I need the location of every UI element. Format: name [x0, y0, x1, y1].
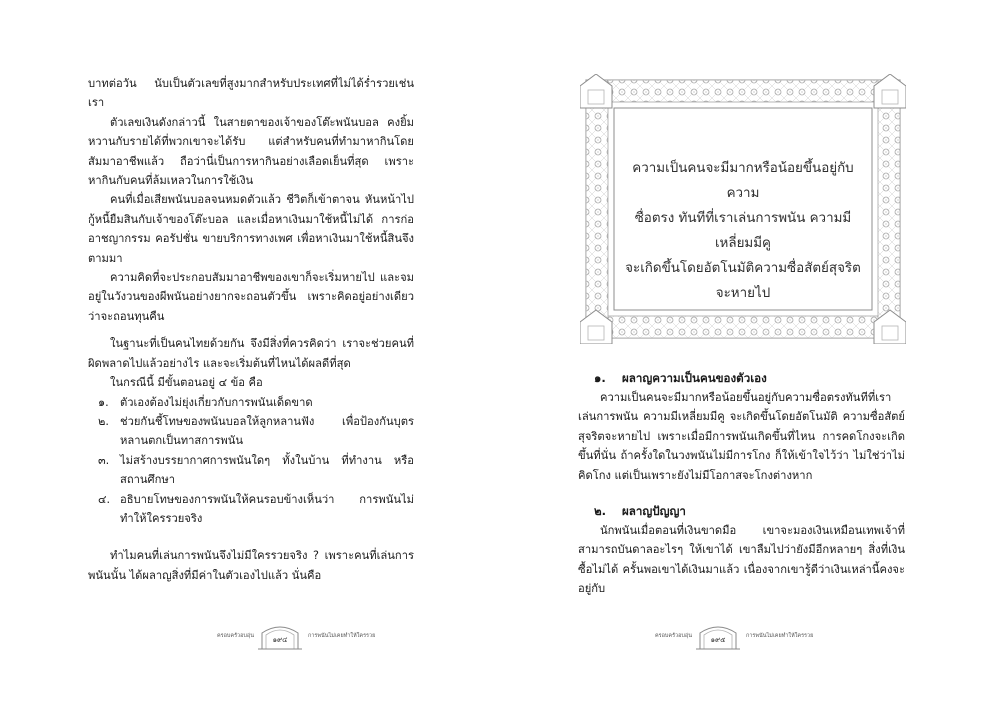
pull-quote-line: ซื่อตรง ทันทีที่เราเล่นการพนัน ความมีเหลี่ยมมีคู — [634, 211, 852, 251]
list-item — [88, 451, 414, 490]
list-item-text: ตัวเองต้องไม่ยุ่งเกี่ยวกับการพนันเด็ดขาด — [120, 395, 313, 409]
page-number-badge — [258, 621, 302, 651]
paragraph-1: ตัวเลขเงินดังกล่าวนี้ ในสายตาของเจ้าของโต๊ะพนันบอล คงยิ้มหวานกับรายได้ที่พวกเขาจะได้รับ แต่สำหรับคนที่ทำมาหากินโดยสัมมาอาชีพแล้ว ถือว่านี่เป็นการหากินอย่างเลือดเย็นที่สุด เพราะหากินกับคนที่ล้มเหลวในการใช้เงิน — [88, 115, 414, 188]
page-number: ๑๙๕ — [710, 636, 726, 644]
left-text-column — [88, 74, 414, 585]
paragraph-2: คนที่เมื่อเสียพนันบอลจนหมดตัวแล้ว ชีวิตก็เข้าตาจน หันหน้าไปกู้หนี้ยืมสินกับเจ้าของโต๊ะบอล และเมื่อหาเงินมาใช้หนี้ไม่ได้ การก่ออาชญากรรม คอรัปชั่น ขายบริการทางเพศ เพื่อหาเงินมาใช้หนี้สินจึงตามมา — [88, 193, 414, 265]
pull-quote-line: ความเป็นคนจะมีมากหรือน้อยขึ้นอยู่กับความ — [632, 161, 854, 201]
section-2-paragraph: นักพนันเมื่อตอนที่เงินขาดมือ เขาจะมองเงินเหมือนเทพเจ้าที่สามารถบันดาลอะไรๆ ให้เขาได้ เขาลืมไปว่ายังมีอีกหลายๆ สิ่งที่เงินซื้อไม่ได้ ครั้นพอเขาได้เงินมาแล้ว เนื่องจากเขารู้ดีว่าเงินเหล่านี้คงจะอยู่กับ — [578, 524, 905, 596]
section-heading-2 — [578, 501, 905, 521]
list-item-text: ไม่สร้างบรรยากาศการพนันใดๆ ทั้งในบ้าน ที่ทำงาน หรือสถานศึกษา — [120, 453, 414, 487]
section-heading-1 — [578, 368, 905, 388]
footer-chapter-title: การพนันไม่เคยทำให้ใครรวย — [308, 633, 376, 639]
list-item-number: ๔. — [98, 492, 111, 506]
list-item-number: ๒. — [98, 414, 109, 428]
pull-quote-line: จะเกิดขึ้นโดยอัตโนมัติความซื่อสัตย์สุจริตจะหายไป — [625, 261, 861, 301]
list-item-text: ช่วยกันชี้โทษของพนันบอลให้ลูกหลานฟัง เพื่อป้องกันบุตรหลานตกเป็นทาสการพนัน — [120, 414, 414, 448]
intro-line: บาทต่อวัน นับเป็นตัวเลขที่สูงมากสำหรับประเทศที่ไม่ได้ร่ำรวยเช่นเรา — [88, 77, 414, 110]
list-item — [88, 412, 414, 451]
paragraph-6: ทำไมคนที่เล่นการพนันจึงไม่มีใครรวยจริง ? เพราะคนที่เล่นการพนันนั้น ได้ผลาญสิ่งที่มีค่าในตัวเองไปแล้ว นั่นคือ — [88, 549, 414, 582]
section-1-paragraph: ความเป็นคนจะมีมากหรือน้อยขึ้นอยู่กับความซื่อตรงทันทีที่เราเล่นการพนัน ความมีเหลี่ยมมีคู จะเกิดขึ้นโดยอัตโนมัติ ความซื่อสัตย์สุจริตจะหายไป เพราะเมื่อมีการพนันเกิดขึ้นที่ไหน การคดโกงจะเกิดขึ้นที่นั่น ถ้าครั้งใดในวงพนันไม่มีการโกง ก็ให้เข้าใจไว้ว่า ไม่ใช่ว่าไม่คิดโกง แต่เป็นเพราะยังไม่มีโอกาสจะโกงต่างหาก — [578, 391, 905, 482]
right-text-column — [578, 368, 905, 599]
footer-chapter-title: การพนันไม่เคยทำให้ใครรวย — [746, 633, 814, 639]
heading-text: ผลาญความเป็นคนของตัวเอง — [622, 371, 767, 385]
page-number-badge — [696, 621, 740, 651]
paragraph-3: ความคิดที่จะประกอบสัมมาอาชีพของเขาก็จะเริ่มหายไป และจมอยู่ในวังวนของผีพนันอย่างยากจะถอนตัวขึ้น เพราะคิดอยู่อย่างเดียวว่าจะถอนทุนคืน — [88, 271, 414, 323]
paragraph-5: ในกรณีนี้ มีขั้นตอนอยู่ ๔ ข้อ คือ — [110, 376, 263, 390]
heading-number: ๒. — [594, 504, 607, 519]
heading-number: ๑. — [594, 371, 606, 385]
page-number: ๑๙๔ — [272, 636, 288, 644]
heading-text: ผลาญปัญญา — [622, 504, 686, 519]
footer-book-title: ครอบครัวอบอุ่น — [654, 633, 692, 639]
list-item-number: ๑. — [98, 395, 109, 409]
footer-book-title: ครอบครัวอบอุ่น — [216, 633, 254, 639]
list-item — [88, 393, 414, 412]
right-page-footer — [650, 619, 813, 653]
list-item — [88, 490, 414, 529]
right-page-content — [500, 0, 1000, 707]
list-item-text: อธิบายโทษของการพนันให้คนรอบข้างเห็นว่า การพนันไม่ทำให้ใครรวยจริง — [120, 492, 414, 525]
paragraph-4: ในฐานะที่เป็นคนไทยด้วยกัน จึงมีสิ่งที่ควรคิดว่า เราจะช่วยคนที่ผิดพลาดไปแล้วอย่างไร และจะเริ่มต้นที่ไหนได้ผลดีที่สุด — [88, 337, 414, 370]
left-page-footer — [212, 619, 375, 653]
list-item-number: ๓. — [98, 453, 110, 467]
